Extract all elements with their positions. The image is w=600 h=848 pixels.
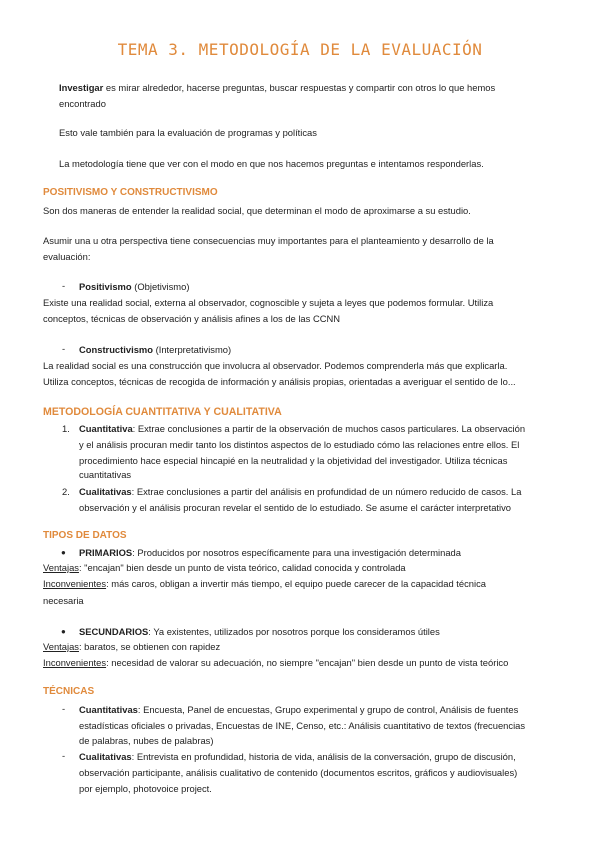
- positivismo-paren: (Objetivismo): [131, 281, 190, 292]
- positivismo-term: Positivismo: [79, 281, 132, 292]
- sec1-p2a: Asumir una u otra perspectiva tiene consecuencias muy importantes para el planteamiento y desarrollo de la: [43, 235, 494, 246]
- cuantitativa-term: Cuantitativa: [79, 423, 133, 434]
- positivismo-item: [79, 279, 189, 295]
- heading-tipos-datos: TIPOS DE DATOS: [43, 530, 127, 541]
- primarios-term: PRIMARIOS: [79, 547, 133, 558]
- list-number-1: 1.: [62, 423, 70, 434]
- cuantitativa-line2: y el análisis procuran medir tanto los distintos aspectos de lo estudiado cómo las relaciones entre ellos. El: [79, 439, 520, 450]
- heading-positivismo: POSITIVISMO Y CONSTRUCTIVISMO: [43, 187, 218, 198]
- primarios-inconvenientes-text: : más caros, obligan a invertir más tiempo, el equipo puede carecer de la capacidad técnica: [106, 578, 486, 589]
- tecnicas-cualitativas-line1: : Entrevista en profundidad, historia de vida, análisis de la conversación, grupo de discusión,: [131, 751, 516, 762]
- primarios-text: : Producidos por nosotros específicamente para una investigación determinada: [132, 547, 461, 558]
- secundarios-ventajas: [43, 639, 220, 655]
- intro-investigar: [59, 80, 495, 96]
- investigar-term: Investigar: [59, 82, 104, 93]
- tecnicas-cuantitativas-term: Cuantitativas: [79, 704, 138, 715]
- inconvenientes-label: Inconvenientes: [43, 657, 107, 668]
- cualitativas-term: Cualitativas: [79, 486, 132, 497]
- constructivismo-paren: (Interpretativismo): [152, 344, 232, 355]
- secundarios-term: SECUNDARIOS: [79, 626, 149, 637]
- tecnicas-cuantitativas-item: [79, 702, 518, 718]
- tecnicas-cuantitativas-line3: de palabras, nubes de palabras): [79, 735, 214, 746]
- tecnicas-cuantitativas-line1: : Encuesta, Panel de encuestas, Grupo experimental y grupo de control, Análisis de fuentes: [137, 704, 519, 715]
- tecnicas-cualitativas-line3: por ejemplo, photovoice project.: [79, 783, 212, 794]
- bullet-dash: -: [62, 343, 66, 354]
- positivismo-line1: Existe una realidad social, externa al observador, cognoscible y sujeta a leyes que podemos formular. Utiliza: [43, 297, 494, 308]
- heading-tecnicas: TÉCNICAS: [43, 686, 95, 697]
- secundarios-ventajas-text: : baratos, se obtienen con rapidez: [78, 641, 221, 652]
- bullet-dash: -: [62, 703, 66, 714]
- primarios-inconvenientes-line2: necesaria: [43, 595, 84, 606]
- inconvenientes-label: Inconvenientes: [43, 578, 107, 589]
- tecnicas-cualitativas-line2: observación participante, análisis cualitativo de contenido (documentos escritos, gráficos y audiovisuales): [79, 767, 518, 778]
- ventajas-label: Ventajas: [43, 641, 79, 652]
- primarios-inconvenientes: [43, 576, 486, 592]
- secundarios-text: : Ya existentes, utilizados por nosotros porque los consideramos útiles: [148, 626, 440, 637]
- constructivismo-term: Constructivismo: [79, 344, 153, 355]
- cuantitativa-line1: : Extrae conclusiones a partir de la observación de muchos casos particulares. La observación: [132, 423, 526, 434]
- list-number-2: 2.: [62, 486, 70, 497]
- bullet-dash: -: [62, 750, 66, 761]
- page-title: TEMA 3. METODOLOGÍA DE LA EVALUACIÓN: [117, 40, 483, 59]
- secundarios-item: [79, 624, 440, 640]
- primarios-item: [79, 545, 461, 561]
- tecnicas-cualitativas-term: Cualitativas: [79, 751, 132, 762]
- heading-metodologia: METODOLOGÍA CUANTITATIVA Y CUALITATIVA: [43, 406, 282, 418]
- constructivismo-item: [79, 342, 231, 358]
- bullet-dash: -: [62, 280, 66, 291]
- constructivismo-line2: Utiliza conceptos, técnicas de recogida de información y análisis propias, orientadas a averiguar el sentido de lo...: [43, 376, 516, 387]
- cualitativas-item: [79, 484, 521, 500]
- cualitativas-line1: : Extrae conclusiones a partir del análisis en profundidad de un número reducido de casos. La: [131, 486, 522, 497]
- intro-metodologia: La metodología tiene que ver con el modo en que nos hacemos preguntas e intentamos responderlas.: [59, 158, 484, 169]
- primarios-ventajas-text: : "encajan" bien desde un punto de vista teórico, calidad conocida y controlada: [78, 562, 406, 573]
- constructivismo-line1: La realidad social es una construcción que involucra al observador. Podemos comprenderla más que explicarla.: [43, 360, 508, 371]
- tecnicas-cualitativas-item: [79, 749, 516, 765]
- tecnicas-cuantitativas-line2: estadísticas oficiales o privadas, Encuestas de INE, Censo, etc.: Análisis cuantitativo de textos (frecuencias: [79, 720, 526, 731]
- bullet-dot: ●: [61, 627, 66, 636]
- ventajas-label: Ventajas: [43, 562, 79, 573]
- intro-investigar-cont: encontrado: [59, 98, 106, 109]
- sec1-p2b: evaluación:: [43, 251, 91, 262]
- investigar-text: es mirar alrededor, hacerse preguntas, buscar respuestas y compartir con otros lo que hemos: [103, 82, 496, 93]
- positivismo-line2: conceptos, técnicas de observación y análisis afines a los de las CCNN: [43, 313, 341, 324]
- cuantitativa-line3: procedimiento hace especial hincapié en la neutralidad y la objetividad del investigador. Utiliza técnicas: [79, 455, 508, 466]
- secundarios-inconvenientes-text: : necesidad de valorar su adecuación, no siempre "encajan" bien desde un punto de vista teórico: [106, 657, 509, 668]
- cuantitativa-line4: cuantitativas: [79, 469, 132, 480]
- cualitativas-line2: observación y el análisis procuran revelar el sentido de lo estudiado. Se asume el carácter interpretativo: [79, 502, 512, 513]
- intro-programas: Esto vale también para la evaluación de programas y políticas: [59, 127, 317, 138]
- secundarios-inconvenientes: [43, 655, 508, 671]
- sec1-p1: Son dos maneras de entender la realidad social, que determinan el modo de aproximarse a su estudio.: [43, 205, 471, 216]
- primarios-ventajas: [43, 560, 406, 576]
- bullet-dot: ●: [61, 548, 66, 557]
- cuantitativa-item: [79, 421, 525, 437]
